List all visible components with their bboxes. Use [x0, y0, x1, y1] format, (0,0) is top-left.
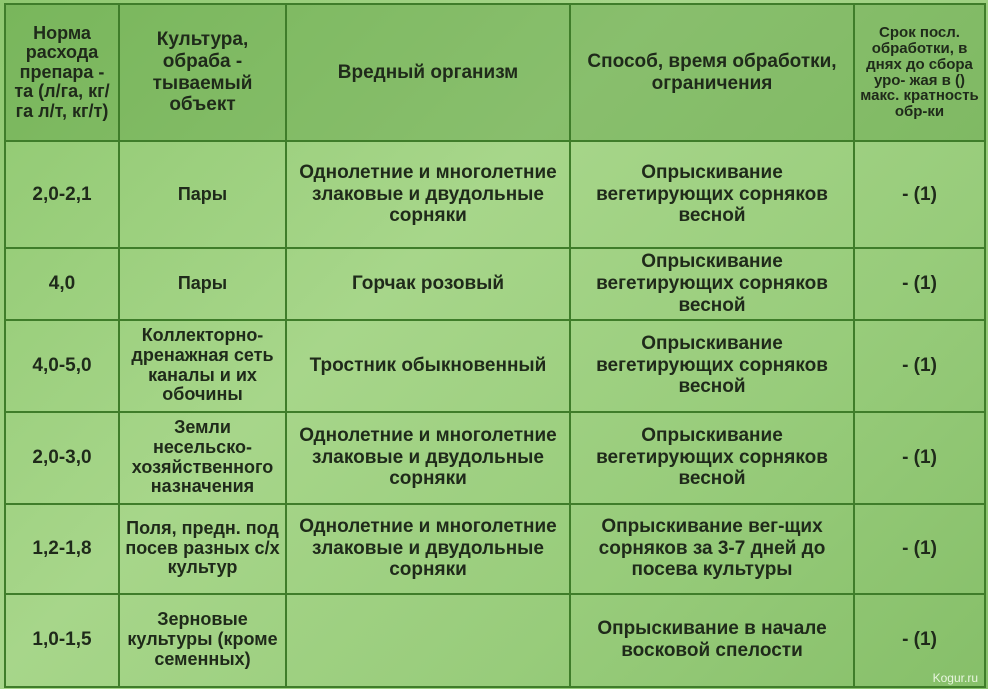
cell-crop: Пары [119, 248, 286, 320]
table-row [5, 412, 985, 504]
header-crop: Культура, обраба - тываемый объект [119, 4, 286, 141]
cell-crop: Коллекторно-дренажная сеть каналы и их обочины [119, 320, 286, 412]
header-rate: Норма расхода препара - та (л/га, кг/га л/т, кг/т) [5, 4, 119, 141]
header-term: Срок посл. обработки, в днях до сбора уро- жая в () макс. кратность обр-ки [854, 4, 985, 141]
cell-term: - (1) [854, 594, 985, 687]
header-row [5, 4, 985, 141]
cell-crop: Пары [119, 141, 286, 248]
cell-method: Опрыскивание вегетирующих сорняков весной [570, 141, 854, 248]
cell-pest: Тростник обыкновенный [286, 320, 570, 412]
cell-rate: 1,0-1,5 [5, 594, 119, 687]
cell-rate: 4,0 [5, 248, 119, 320]
table-row [5, 141, 985, 248]
cell-term: - (1) [854, 248, 985, 320]
cell-rate: 2,0-2,1 [5, 141, 119, 248]
cell-crop: Зерновые культуры (кроме семенных) [119, 594, 286, 687]
cell-method: Опрыскивание вег-щих сорняков за 3-7 дней до посева культуры [570, 504, 854, 594]
cell-pest [286, 594, 570, 687]
table-row [5, 248, 985, 320]
cell-pest: Горчак розовый [286, 248, 570, 320]
cell-pest: Однолетние и многолетние злаковые и двудольные сорняки [286, 412, 570, 504]
table-row [5, 594, 985, 687]
watermark: Kogur.ru [932, 671, 978, 685]
cell-method: Опрыскивание вегетирующих сорняков весной [570, 248, 854, 320]
cell-rate: 2,0-3,0 [5, 412, 119, 504]
cell-pest: Однолетние и многолетние злаковые и двудольные сорняки [286, 504, 570, 594]
cell-term: - (1) [854, 141, 985, 248]
cell-method: Опрыскивание вегетирующих сорняков весной [570, 320, 854, 412]
pesticide-table [4, 3, 986, 688]
header-pest: Вредный организм [286, 4, 570, 141]
cell-crop: Поля, предн. под посев разных с/х культур [119, 504, 286, 594]
cell-term: - (1) [854, 320, 985, 412]
cell-rate: 4,0-5,0 [5, 320, 119, 412]
cell-method: Опрыскивание вегетирующих сорняков весной [570, 412, 854, 504]
cell-rate: 1,2-1,8 [5, 504, 119, 594]
cell-term: - (1) [854, 412, 985, 504]
table-row [5, 504, 985, 594]
cell-term: - (1) [854, 504, 985, 594]
cell-pest: Однолетние и многолетние злаковые и двудольные сорняки [286, 141, 570, 248]
header-method: Способ, время обработки, ограничения [570, 4, 854, 141]
table-row [5, 320, 985, 412]
cell-method: Опрыскивание в начале восковой спелости [570, 594, 854, 687]
cell-crop: Земли несельско-хозяйственного назначения [119, 412, 286, 504]
